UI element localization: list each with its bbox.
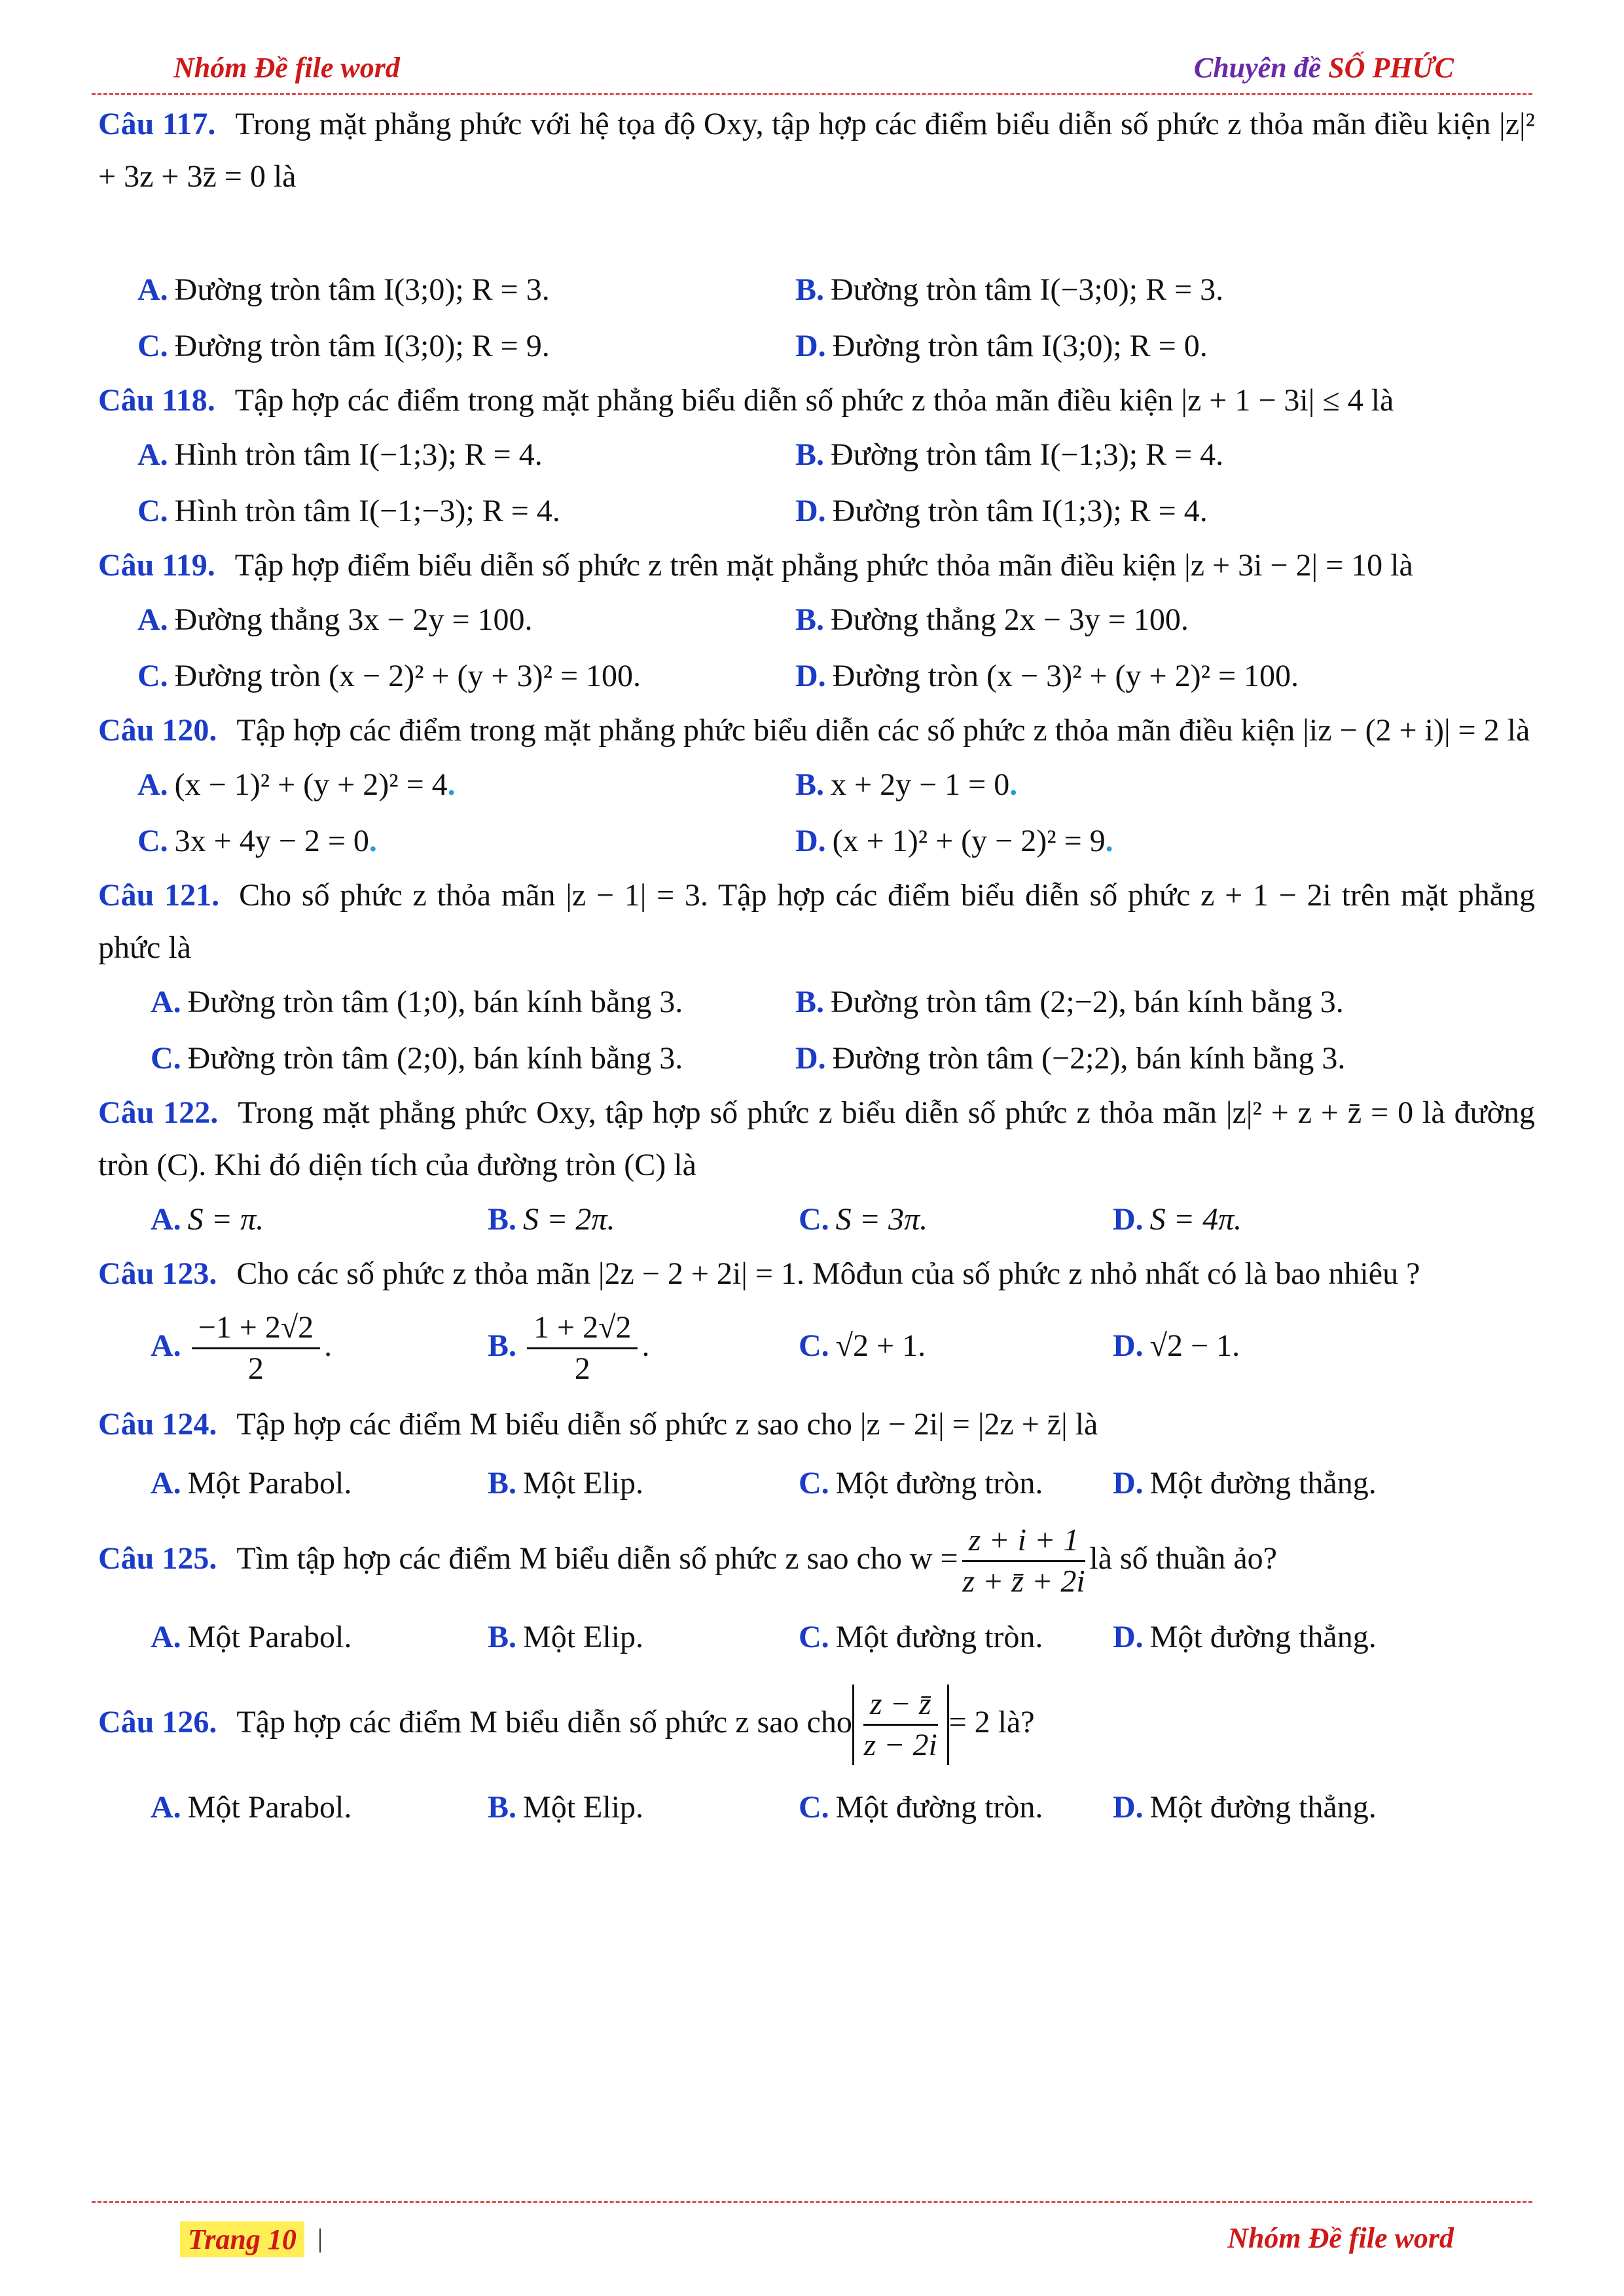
option-c bbox=[799, 1451, 1043, 1516]
option-a bbox=[151, 1300, 332, 1392]
options-119 bbox=[98, 592, 1535, 648]
option-text: Đường tròn tâm I(1;3); R = 4. bbox=[832, 494, 1208, 528]
page-number: Trang 10 bbox=[180, 2221, 304, 2257]
option-text: (x + 1)² + (y − 2)² = 9 bbox=[832, 824, 1106, 858]
option-dot: . bbox=[1105, 824, 1113, 858]
question-125 bbox=[98, 1516, 1535, 1601]
option-a bbox=[151, 1772, 352, 1844]
options-126 bbox=[98, 1772, 1535, 1844]
option-b bbox=[795, 262, 1223, 318]
question-text: Cho số phức z thỏa mãn |z − 1| = 3. Tập hợp các điểm biểu diễn số phức z + 1 − 2i trên mặt phẳng phức là bbox=[98, 878, 1536, 965]
question-text-after: là số thuần ảo? bbox=[1089, 1541, 1277, 1576]
option-letter: A. bbox=[137, 602, 168, 637]
fraction-numerator: 1 + 2√2 bbox=[527, 1308, 638, 1349]
fraction bbox=[527, 1308, 638, 1389]
option-d bbox=[795, 318, 1208, 374]
option-letter: D. bbox=[795, 1041, 826, 1076]
option-tail: . bbox=[641, 1328, 650, 1363]
options-118b bbox=[98, 483, 1535, 539]
options-121b bbox=[98, 1030, 1535, 1087]
options-120b bbox=[98, 813, 1535, 869]
question-stem bbox=[98, 1673, 1535, 1772]
question-text-after: = 2 là? bbox=[948, 1705, 1035, 1740]
question-label: Câu 122. bbox=[98, 1095, 219, 1130]
fraction-denominator: 2 bbox=[574, 1351, 590, 1387]
option-letter: A. bbox=[151, 1466, 181, 1501]
option-b bbox=[488, 1451, 643, 1516]
option-a bbox=[137, 427, 543, 483]
option-text: Đường tròn (x − 2)² + (y + 3)² = 100. bbox=[174, 659, 641, 693]
option-text: Đường tròn tâm (2;−2), bán kính bằng 3. bbox=[831, 985, 1344, 1019]
option-letter: B. bbox=[488, 1620, 517, 1654]
option-letter: B. bbox=[795, 602, 825, 637]
options-121 bbox=[98, 974, 1535, 1030]
option-letter: A. bbox=[151, 985, 181, 1019]
option-a bbox=[151, 1192, 264, 1248]
option-c bbox=[799, 1601, 1043, 1673]
option-text: Đường tròn tâm (1;0), bán kính bằng 3. bbox=[187, 985, 683, 1019]
option-letter: D. bbox=[1113, 1328, 1144, 1363]
option-letter: D. bbox=[1113, 1790, 1144, 1825]
option-letter: B. bbox=[488, 1466, 517, 1501]
question-126 bbox=[98, 1673, 1535, 1772]
option-letter: C. bbox=[137, 659, 168, 693]
option-letter: A. bbox=[137, 437, 168, 472]
option-a bbox=[137, 592, 533, 648]
option-c bbox=[137, 318, 550, 374]
option-a bbox=[151, 1601, 352, 1673]
option-text: Một Elip. bbox=[523, 1466, 644, 1501]
option-letter: C. bbox=[799, 1620, 829, 1654]
option-letter: C. bbox=[137, 494, 168, 528]
question-label: Câu 121. bbox=[98, 878, 220, 913]
option-text: Một đường thẳng. bbox=[1149, 1620, 1377, 1654]
question-119 bbox=[98, 539, 1535, 592]
fraction-denominator: z − 2i bbox=[863, 1728, 937, 1763]
question-text: Tập hợp các điểm trong mặt phẳng phức biểu diễn các số phức z thỏa mãn điều kiện |iz − (2 + i)| = 2 là bbox=[236, 713, 1530, 748]
header-topic-prefix: Chuyên đề bbox=[1193, 52, 1329, 84]
question-stem bbox=[98, 1248, 1535, 1300]
fraction-numerator: z + i + 1 bbox=[962, 1521, 1086, 1562]
option-c bbox=[137, 483, 560, 539]
question-118 bbox=[98, 374, 1535, 427]
option-letter: C. bbox=[799, 1328, 829, 1363]
question-text: Tập hợp các điểm M biểu diễn số phức z sao cho bbox=[236, 1705, 852, 1740]
fraction bbox=[962, 1521, 1086, 1601]
option-letter: C. bbox=[137, 824, 168, 858]
option-a bbox=[137, 262, 550, 318]
option-d bbox=[1113, 1772, 1377, 1844]
question-label: Câu 117. bbox=[98, 107, 216, 141]
option-b bbox=[795, 974, 1344, 1030]
option-b bbox=[488, 1772, 643, 1844]
question-text: Tập hợp các điểm trong mặt phẳng biểu diễn số phức z thỏa mãn điều kiện |z + 1 − 3i| ≤ 4 là bbox=[234, 383, 1394, 418]
option-letter: B. bbox=[488, 1328, 517, 1363]
option-letter: D. bbox=[795, 329, 826, 363]
option-letter: A. bbox=[151, 1790, 181, 1825]
option-letter: A. bbox=[137, 767, 168, 802]
question-list bbox=[98, 98, 1535, 1844]
absolute-value bbox=[852, 1685, 949, 1765]
option-c bbox=[799, 1192, 928, 1248]
option-text: Một đường thẳng. bbox=[1149, 1466, 1377, 1501]
option-letter: B. bbox=[795, 985, 825, 1019]
question-117 bbox=[98, 98, 1535, 262]
question-label: Câu 125. bbox=[98, 1541, 217, 1576]
option-d bbox=[795, 648, 1299, 704]
option-d bbox=[795, 813, 1113, 869]
option-text: Hình tròn tâm I(−1;−3); R = 4. bbox=[174, 494, 560, 528]
option-a bbox=[137, 757, 456, 813]
option-letter: A. bbox=[151, 1202, 181, 1237]
question-label: Câu 118. bbox=[98, 383, 215, 418]
question-text: Tìm tập hợp các điểm M biểu diễn số phức z sao cho w = bbox=[236, 1541, 958, 1576]
option-text: S = 4π. bbox=[1149, 1202, 1242, 1237]
question-stem bbox=[98, 869, 1535, 974]
option-text: Một đường tròn. bbox=[835, 1466, 1043, 1501]
option-letter: D. bbox=[1113, 1620, 1144, 1654]
option-letter: B. bbox=[795, 767, 825, 802]
option-text: Một đường tròn. bbox=[835, 1620, 1043, 1654]
option-dot: . bbox=[1009, 767, 1018, 802]
option-text: S = 2π. bbox=[523, 1202, 615, 1237]
option-letter: A. bbox=[151, 1328, 181, 1363]
question-text: Trong mặt phẳng phức với hệ tọa độ Oxy, tập hợp các điểm biểu diễn số phức z thỏa mãn điều kiện |z|² + 3z + 3z̄ = 0 là bbox=[98, 107, 1536, 194]
option-letter: D. bbox=[795, 494, 826, 528]
option-c bbox=[137, 813, 377, 869]
page-header bbox=[92, 51, 1532, 95]
option-c bbox=[799, 1772, 1043, 1844]
question-stem bbox=[98, 1516, 1535, 1601]
option-d bbox=[795, 1030, 1345, 1087]
option-letter: A. bbox=[151, 1620, 181, 1654]
option-text: Một đường thẳng. bbox=[1149, 1790, 1377, 1825]
fraction bbox=[192, 1308, 320, 1389]
header-right-title bbox=[1194, 51, 1454, 84]
options-123 bbox=[98, 1300, 1535, 1392]
option-text: (x − 1)² + (y + 2)² = 4 bbox=[174, 767, 448, 802]
question-label: Câu 123. bbox=[98, 1256, 217, 1291]
fraction-denominator: z + z̄ + 2i bbox=[962, 1564, 1085, 1599]
footer-right-title: Nhóm Đề file word bbox=[1227, 2222, 1454, 2254]
option-letter: C. bbox=[799, 1466, 829, 1501]
option-text: Một Parabol. bbox=[187, 1790, 352, 1825]
option-letter: D. bbox=[1113, 1202, 1144, 1237]
options-117b bbox=[98, 318, 1535, 374]
option-dot: . bbox=[369, 824, 377, 858]
question-label: Câu 124. bbox=[98, 1407, 217, 1442]
option-text: √2 − 1. bbox=[1149, 1328, 1240, 1363]
option-text: Đường tròn tâm I(3;0); R = 0. bbox=[832, 329, 1208, 363]
question-124 bbox=[98, 1398, 1535, 1451]
fraction-denominator: 2 bbox=[247, 1351, 264, 1387]
question-text: Cho các số phức z thỏa mãn |2z − 2 + 2i| = 1. Môđun của số phức z nhỏ nhất có là bao nhiêu ? bbox=[236, 1256, 1420, 1291]
option-a bbox=[151, 974, 683, 1030]
question-stem bbox=[98, 704, 1535, 757]
option-letter: B. bbox=[488, 1790, 517, 1825]
option-text: Một Elip. bbox=[523, 1790, 644, 1825]
option-b bbox=[795, 592, 1189, 648]
option-d bbox=[1113, 1601, 1377, 1673]
footer-separator: | bbox=[317, 2223, 323, 2253]
option-text: Đường tròn tâm (2;0), bán kính bằng 3. bbox=[187, 1041, 683, 1076]
option-text: Đường thẳng 3x − 2y = 100. bbox=[174, 602, 533, 637]
option-letter: A. bbox=[137, 272, 168, 307]
header-topic: SỐ PHỨC bbox=[1328, 52, 1454, 84]
option-text: Đường tròn tâm I(3;0); R = 9. bbox=[174, 329, 550, 363]
option-text: Một đường tròn. bbox=[835, 1790, 1043, 1825]
question-label: Câu 120. bbox=[98, 713, 217, 748]
options-119b bbox=[98, 648, 1535, 704]
option-b bbox=[488, 1192, 615, 1248]
option-text: 3x + 4y − 2 = 0 bbox=[174, 824, 369, 858]
option-letter: B. bbox=[795, 437, 825, 472]
option-text: Đường thẳng 2x − 3y = 100. bbox=[831, 602, 1189, 637]
question-text: Tập hợp các điểm M biểu diễn số phức z sao cho |z − 2i| = |2z + z̄| là bbox=[236, 1407, 1098, 1442]
option-d bbox=[1113, 1300, 1240, 1392]
question-stem bbox=[98, 1087, 1535, 1192]
option-text: Đường tròn tâm (−2;2), bán kính bằng 3. bbox=[832, 1041, 1346, 1076]
question-stem bbox=[98, 539, 1535, 592]
option-letter: B. bbox=[488, 1202, 517, 1237]
option-letter: B. bbox=[795, 272, 825, 307]
option-text: S = 3π. bbox=[835, 1202, 928, 1237]
options-124 bbox=[98, 1451, 1535, 1516]
option-letter: C. bbox=[799, 1202, 829, 1237]
header-left-title: Nhóm Đề file word bbox=[173, 52, 400, 84]
option-a bbox=[151, 1451, 352, 1516]
option-dot: . bbox=[447, 767, 456, 802]
option-text: Đường tròn tâm I(−3;0); R = 3. bbox=[831, 272, 1224, 307]
question-120 bbox=[98, 704, 1535, 757]
option-text: Đường tròn tâm I(−1;3); R = 4. bbox=[831, 437, 1224, 472]
option-letter: D. bbox=[795, 659, 826, 693]
option-text: S = π. bbox=[187, 1202, 264, 1237]
question-label: Câu 126. bbox=[98, 1705, 217, 1740]
fraction bbox=[863, 1685, 938, 1765]
option-d bbox=[795, 483, 1208, 539]
option-letter: D. bbox=[795, 824, 826, 858]
question-121 bbox=[98, 869, 1535, 974]
option-tail: . bbox=[324, 1328, 333, 1363]
question-stem bbox=[98, 374, 1535, 427]
fraction-numerator: z − z̄ bbox=[863, 1685, 938, 1726]
option-letter: C. bbox=[799, 1790, 829, 1825]
option-text: Hình tròn tâm I(−1;3); R = 4. bbox=[174, 437, 543, 472]
option-text: Một Parabol. bbox=[187, 1620, 352, 1654]
question-text: Trong mặt phẳng phức Oxy, tập hợp số phức z biểu diễn số phức z thỏa mãn |z|² + z + z̄ = 0 là đường tròn (C). Khi đó diện tích của đường tròn (C) là bbox=[98, 1095, 1536, 1182]
option-b bbox=[795, 427, 1223, 483]
option-c bbox=[137, 648, 641, 704]
option-b bbox=[795, 757, 1017, 813]
options-125 bbox=[98, 1601, 1535, 1673]
question-stem bbox=[98, 98, 1535, 203]
options-117 bbox=[98, 262, 1535, 318]
option-b bbox=[488, 1601, 643, 1673]
option-text: Một Parabol. bbox=[187, 1466, 352, 1501]
option-letter: C. bbox=[151, 1041, 181, 1076]
question-122 bbox=[98, 1087, 1535, 1192]
option-text: √2 + 1. bbox=[835, 1328, 926, 1363]
options-120 bbox=[98, 757, 1535, 813]
question-text: Tập hợp điểm biểu diễn số phức z trên mặt phẳng phức thỏa mãn điều kiện |z + 3i − 2| = 10 là bbox=[234, 548, 1413, 583]
option-text: x + 2y − 1 = 0 bbox=[831, 767, 1010, 802]
question-stem bbox=[98, 1398, 1535, 1451]
fraction-numerator: −1 + 2√2 bbox=[192, 1308, 320, 1349]
option-text: Một Elip. bbox=[523, 1620, 644, 1654]
options-118 bbox=[98, 427, 1535, 483]
option-c bbox=[799, 1300, 926, 1392]
option-letter: D. bbox=[1113, 1466, 1144, 1501]
option-text: Đường tròn (x − 3)² + (y + 2)² = 100. bbox=[832, 659, 1299, 693]
option-text: Đường tròn tâm I(3;0); R = 3. bbox=[174, 272, 550, 307]
question-123 bbox=[98, 1248, 1535, 1300]
page-footer bbox=[92, 2201, 1532, 2262]
option-letter: C. bbox=[137, 329, 168, 363]
option-b bbox=[488, 1300, 649, 1392]
option-c bbox=[151, 1030, 683, 1087]
options-122 bbox=[98, 1192, 1535, 1248]
question-label: Câu 119. bbox=[98, 548, 215, 583]
option-d bbox=[1113, 1451, 1377, 1516]
option-d bbox=[1113, 1192, 1242, 1248]
